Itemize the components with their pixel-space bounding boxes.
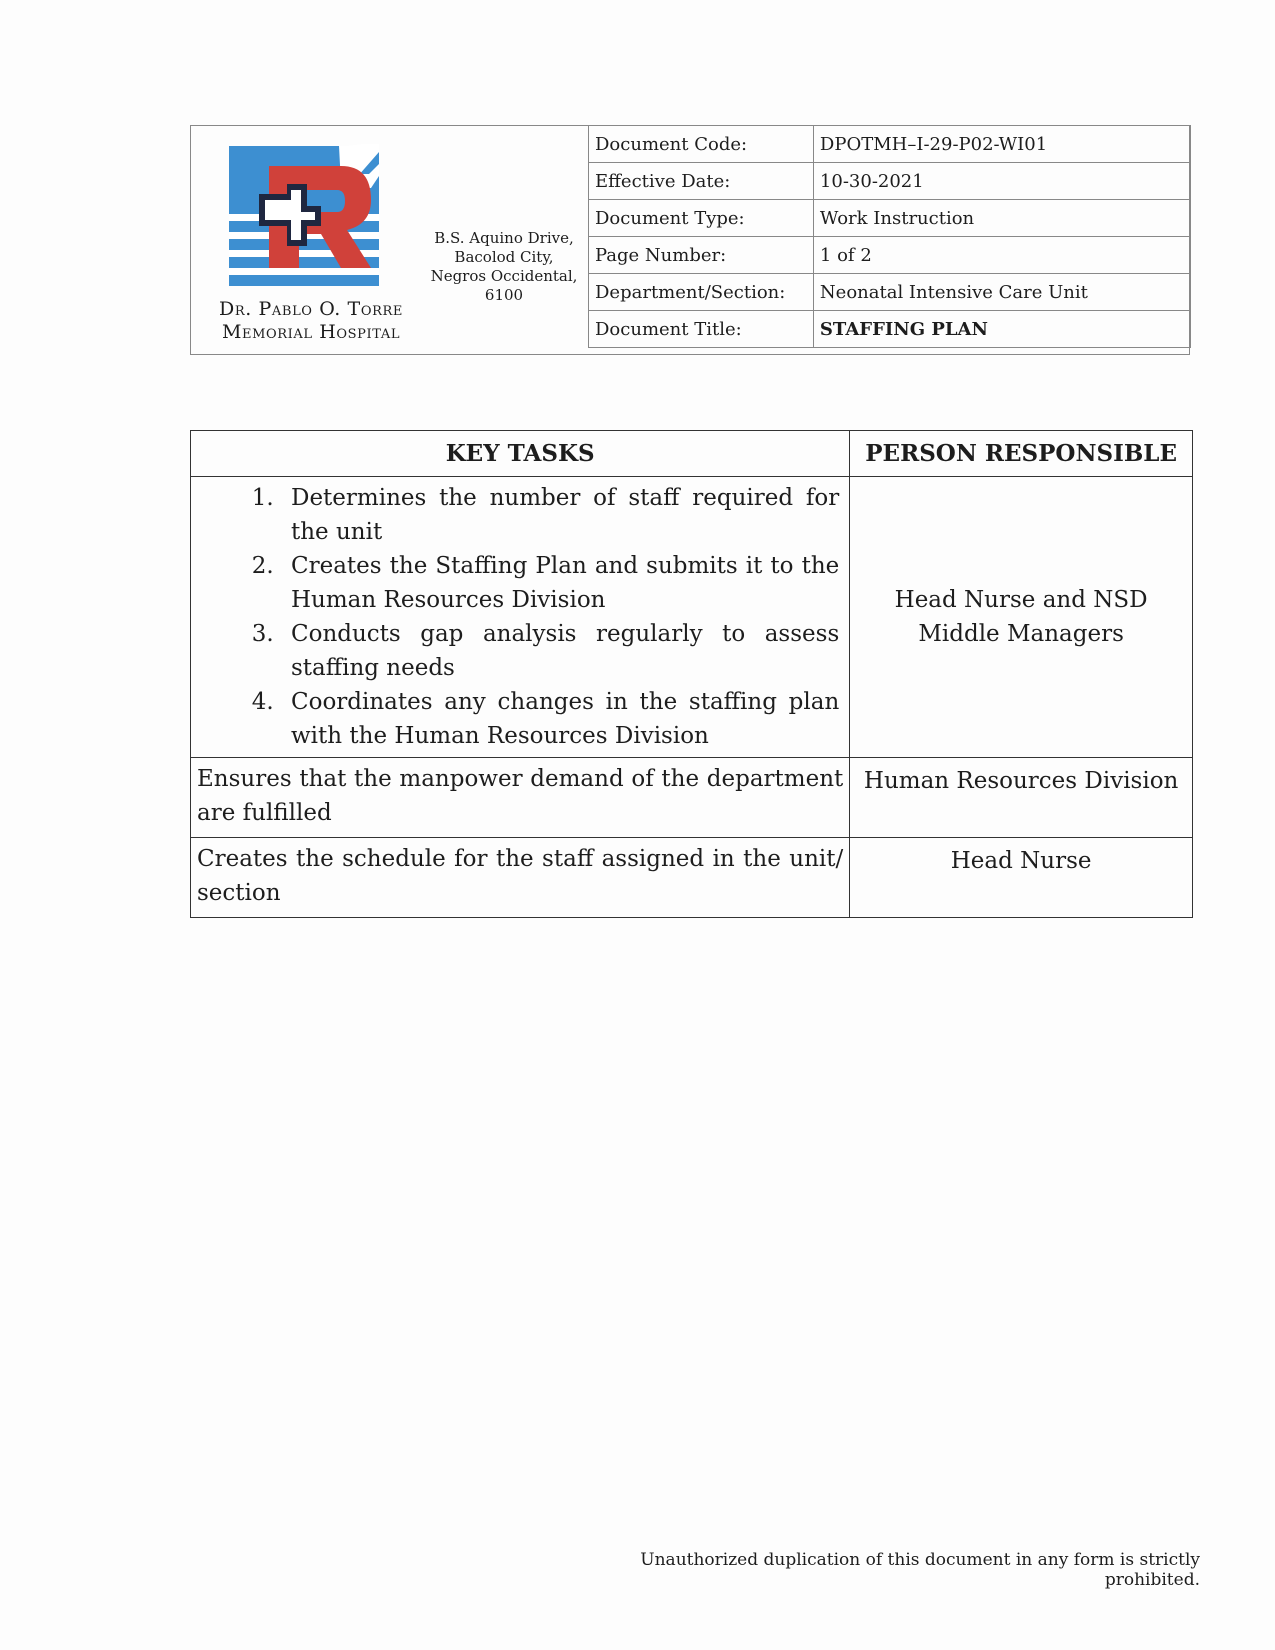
table-row — [191, 838, 1193, 918]
address-line: Negros Occidental, — [430, 267, 578, 285]
meta-row — [589, 237, 1191, 274]
meta-row — [589, 274, 1191, 311]
duplication-notice: Unauthorized duplication of this document in any form is strictly prohibited. — [640, 1550, 1200, 1590]
person-cell: Head Nurse — [850, 838, 1193, 918]
hospital-name — [201, 298, 421, 344]
meta-value: 1 of 2 — [813, 237, 1190, 274]
document-header — [190, 125, 1190, 355]
person-line: Head Nurse and NSD — [894, 587, 1148, 613]
meta-row — [589, 126, 1191, 163]
meta-row — [589, 311, 1191, 348]
person-line: Middle Managers — [918, 621, 1124, 647]
meta-value: Work Instruction — [813, 200, 1190, 237]
person-cell — [850, 477, 1193, 758]
meta-label: Effective Date: — [589, 163, 814, 200]
address-line: Bacolod City, — [454, 248, 554, 266]
person-cell: Human Resources Division — [850, 758, 1193, 838]
document-title-value: STAFFING PLAN — [813, 311, 1190, 348]
meta-value: DPOTMH–I-29-P02-WI01 — [813, 126, 1190, 163]
meta-label: Document Title: — [589, 311, 814, 348]
meta-value: Neonatal Intensive Care Unit — [813, 274, 1190, 311]
meta-label: Document Type: — [589, 200, 814, 237]
document-meta-table — [588, 125, 1191, 348]
table-row — [191, 758, 1193, 838]
hospital-name-line2: Memorial Hospital — [221, 321, 401, 343]
meta-label: Page Number: — [589, 237, 814, 274]
meta-row — [589, 163, 1191, 200]
logo-cell — [191, 126, 588, 354]
meta-label: Department/Section: — [589, 274, 814, 311]
task-cell: Creates the schedule for the staff assigned in the unit/ section — [191, 838, 850, 918]
task-cell: Ensures that the manpower demand of the department are fulfilled — [191, 758, 850, 838]
address-line: B.S. Aquino Drive, — [434, 229, 574, 247]
list-item: 2. Creates the Staffing Plan and submits it to the Human Resources Division — [281, 549, 839, 617]
tasks-header-row — [191, 431, 1193, 477]
meta-label: Document Code: — [589, 126, 814, 163]
address-line: 6100 — [484, 286, 524, 304]
task-steps-list — [197, 481, 843, 753]
hospital-address — [419, 229, 589, 305]
list-item: 4. Coordinates any changes in the staffing plan with the Human Resources Division — [281, 685, 839, 753]
meta-row — [589, 200, 1191, 237]
meta-value: 10-30-2021 — [813, 163, 1190, 200]
hospital-logo-icon — [229, 144, 389, 294]
task-cell — [191, 477, 850, 758]
table-row — [191, 477, 1193, 758]
person-responsible-header: PERSON RESPONSIBLE — [850, 431, 1193, 477]
hospital-name-line1: Dr. Pablo O. Torre — [219, 298, 403, 320]
list-item: 1. Determines the number of staff required for the unit — [281, 481, 839, 549]
key-tasks-table — [190, 430, 1193, 918]
list-item: 3. Conducts gap analysis regularly to assess staffing needs — [281, 617, 839, 685]
key-tasks-header: KEY TASKS — [191, 431, 850, 477]
